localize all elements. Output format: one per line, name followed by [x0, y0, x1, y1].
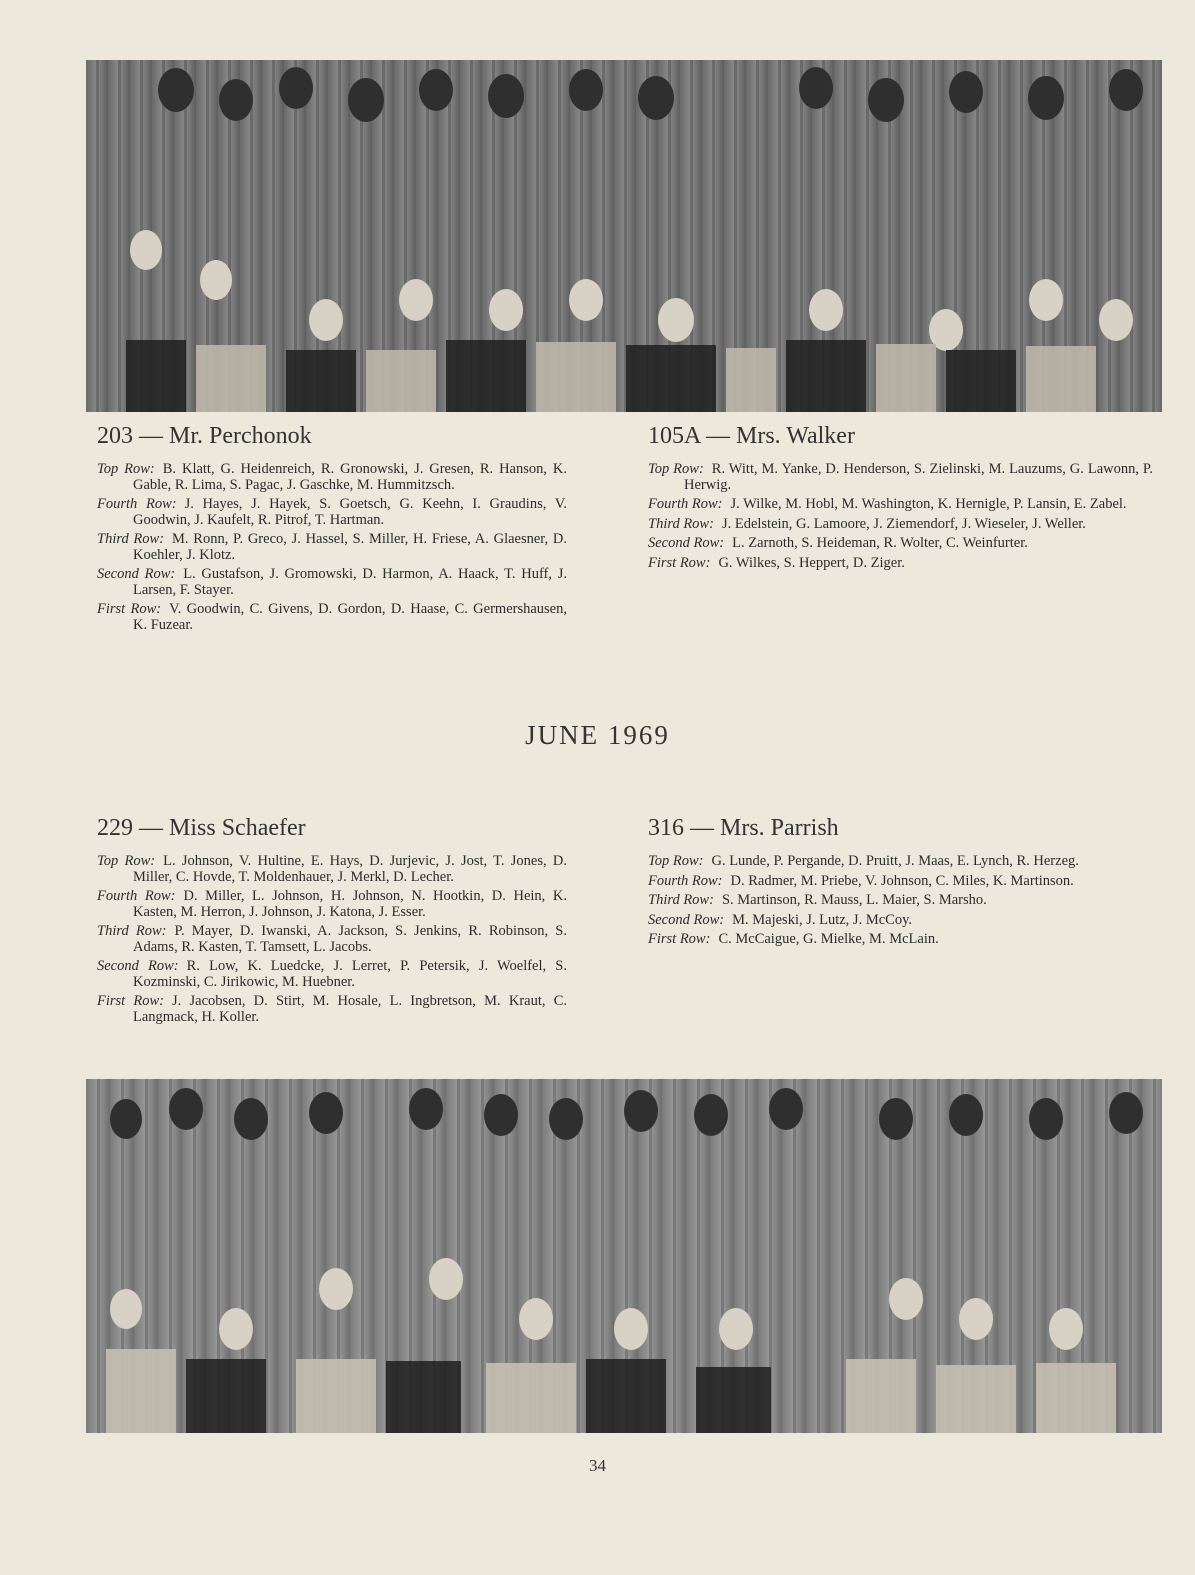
- row-names: G. Wilkes, S. Heppert, D. Ziger.: [718, 554, 905, 571]
- class-203-roster: [97, 462, 567, 633]
- row-names: L. Zarnoth, S. Heideman, R. Wolter, C. Weinfurter.: [732, 535, 1028, 551]
- row-label: Top Row:: [648, 853, 704, 869]
- row-label: Second Row:: [97, 958, 179, 974]
- row-label: Third Row:: [648, 515, 714, 532]
- row-label: Third Row:: [97, 531, 165, 547]
- row-names: J. Hayes, J. Hayek, S. Goetsch, G. Keehn, I. Graudins, V. Goodwin, J. Kaufelt, R. Pitrof, T. Hartman.: [133, 496, 567, 528]
- roster-row: [648, 854, 1153, 870]
- roster-row: [97, 959, 567, 990]
- row-names: V. Goodwin, C. Givens, D. Gordon, D. Haase, C. Germershausen, K. Fuzear.: [133, 601, 567, 633]
- row-label: Top Row:: [97, 853, 156, 869]
- page-number: 34: [589, 1456, 606, 1475]
- class-photo-bottom-image: [86, 1079, 1162, 1433]
- roster-row: [648, 913, 1153, 929]
- row-label: Fourth Row:: [648, 496, 723, 512]
- roster-row: [648, 517, 1153, 533]
- row-label: First Row:: [97, 601, 162, 617]
- roster-row: [648, 932, 1153, 948]
- class-photo-top: [86, 60, 1162, 412]
- roster-row: [97, 924, 567, 955]
- class-229-section: [97, 815, 567, 1029]
- row-label: Fourth Row:: [97, 888, 176, 904]
- class-203-title: 203 — Mr. Perchonok: [97, 423, 312, 449]
- class-229-title: 229 — Miss Schaefer: [97, 815, 306, 841]
- row-label: Third Row:: [648, 892, 714, 908]
- row-label: First Row:: [648, 554, 711, 571]
- graduation-heading: JUNE 1969: [525, 720, 670, 750]
- row-names: R. Witt, M. Yanke, D. Henderson, S. Zielinski, M. Lauzums, G. Lawonn, P. Herwig.: [684, 461, 1154, 493]
- class-316-title: 316 — Mrs. Parrish: [648, 815, 839, 841]
- row-names: D. Miller, L. Johnson, H. Johnson, N. Hootkin, D. Hein, K. Kasten, M. Herron, J. Johnson, J. Katona, J. Esser.: [133, 888, 567, 920]
- class-229-roster: [97, 854, 567, 1025]
- row-label: Second Row:: [97, 566, 176, 582]
- row-names: J. Wilke, M. Hobl, M. Washington, K. Hernigle, P. Lansin, E. Zabel.: [730, 496, 1127, 512]
- row-label: Top Row:: [648, 461, 704, 477]
- row-label: Second Row:: [648, 535, 725, 551]
- row-label: First Row:: [648, 931, 711, 947]
- row-names: P. Mayer, D. Iwanski, A. Jackson, S. Jenkins, R. Robinson, S. Adams, R. Kasten, T. Tamsett, L. Jacobs.: [133, 923, 567, 955]
- row-names: J. Edelstein, G. Lamoore, J. Ziemendorf, J. Wieseler, J. Weller.: [721, 515, 1086, 532]
- row-names: S. Martinson, R. Mauss, L. Maier, S. Marsho.: [721, 892, 987, 908]
- roster-row: [648, 893, 1153, 909]
- roster-row: [97, 854, 567, 885]
- row-label: Third Row:: [97, 923, 167, 939]
- roster-row: [648, 556, 1153, 572]
- roster-row: [648, 536, 1153, 552]
- roster-row: [97, 994, 567, 1025]
- row-names: R. Low, K. Luedcke, J. Lerret, P. Petersik, J. Woelfel, S. Kozminski, C. Jirikowic, M. Huebner.: [133, 958, 567, 990]
- class-photo-top-image: [86, 60, 1162, 412]
- row-label: Top Row:: [97, 461, 155, 477]
- row-label: Fourth Row:: [97, 496, 177, 512]
- class-photo-bottom: [86, 1079, 1162, 1433]
- roster-row: [97, 462, 567, 493]
- row-names: D. Radmer, M. Priebe, V. Johnson, C. Miles, K. Martinson.: [730, 872, 1074, 889]
- class-105a-section: [648, 423, 1153, 575]
- row-names: J. Jacobsen, D. Stirt, M. Hosale, L. Ingbretson, M. Kraut, C. Langmack, H. Koller.: [133, 993, 567, 1025]
- class-203-section: [97, 423, 567, 637]
- row-names: G. Lunde, P. Pergande, D. Pruitt, J. Maas, E. Lynch, R. Herzeg.: [711, 853, 1079, 869]
- row-names: L. Johnson, V. Hultine, E. Hays, D. Jurjevic, J. Jost, T. Jones, D. Miller, C. Hovde, T. Moldenhauer, J. Merkl, D. Lecher.: [133, 853, 567, 885]
- row-names: L. Gustafson, J. Gromowski, D. Harmon, A. Haack, T. Huff, J. Larsen, F. Stayer.: [133, 566, 567, 598]
- row-names: C. McCaigue, G. Mielke, M. McLain.: [718, 931, 939, 947]
- row-label: Fourth Row:: [648, 872, 723, 889]
- class-316-section: [648, 815, 1153, 952]
- roster-row: [97, 567, 567, 598]
- roster-row: [97, 889, 567, 920]
- class-105a-roster: [648, 462, 1153, 571]
- row-label: Second Row:: [648, 911, 725, 928]
- roster-row: [648, 874, 1153, 890]
- row-names: M. Ronn, P. Greco, J. Hassel, S. Miller, H. Friese, A. Glaesner, D. Koehler, J. Klotz.: [133, 531, 567, 563]
- roster-row: [97, 497, 567, 528]
- class-105a-title: 105A — Mrs. Walker: [648, 423, 855, 449]
- row-names: B. Klatt, G. Heidenreich, R. Gronowski, J. Gresen, R. Hanson, K. Gable, R. Lima, S. Pagac, J. Gaschke, M. Hummitzsch.: [133, 461, 567, 493]
- row-names: M. Majeski, J. Lutz, J. McCoy.: [732, 911, 913, 928]
- roster-row: [648, 497, 1153, 513]
- class-316-roster: [648, 854, 1153, 948]
- row-label: First Row:: [97, 993, 165, 1009]
- roster-row: [97, 602, 567, 633]
- roster-row: [97, 532, 567, 563]
- roster-row: [648, 462, 1153, 493]
